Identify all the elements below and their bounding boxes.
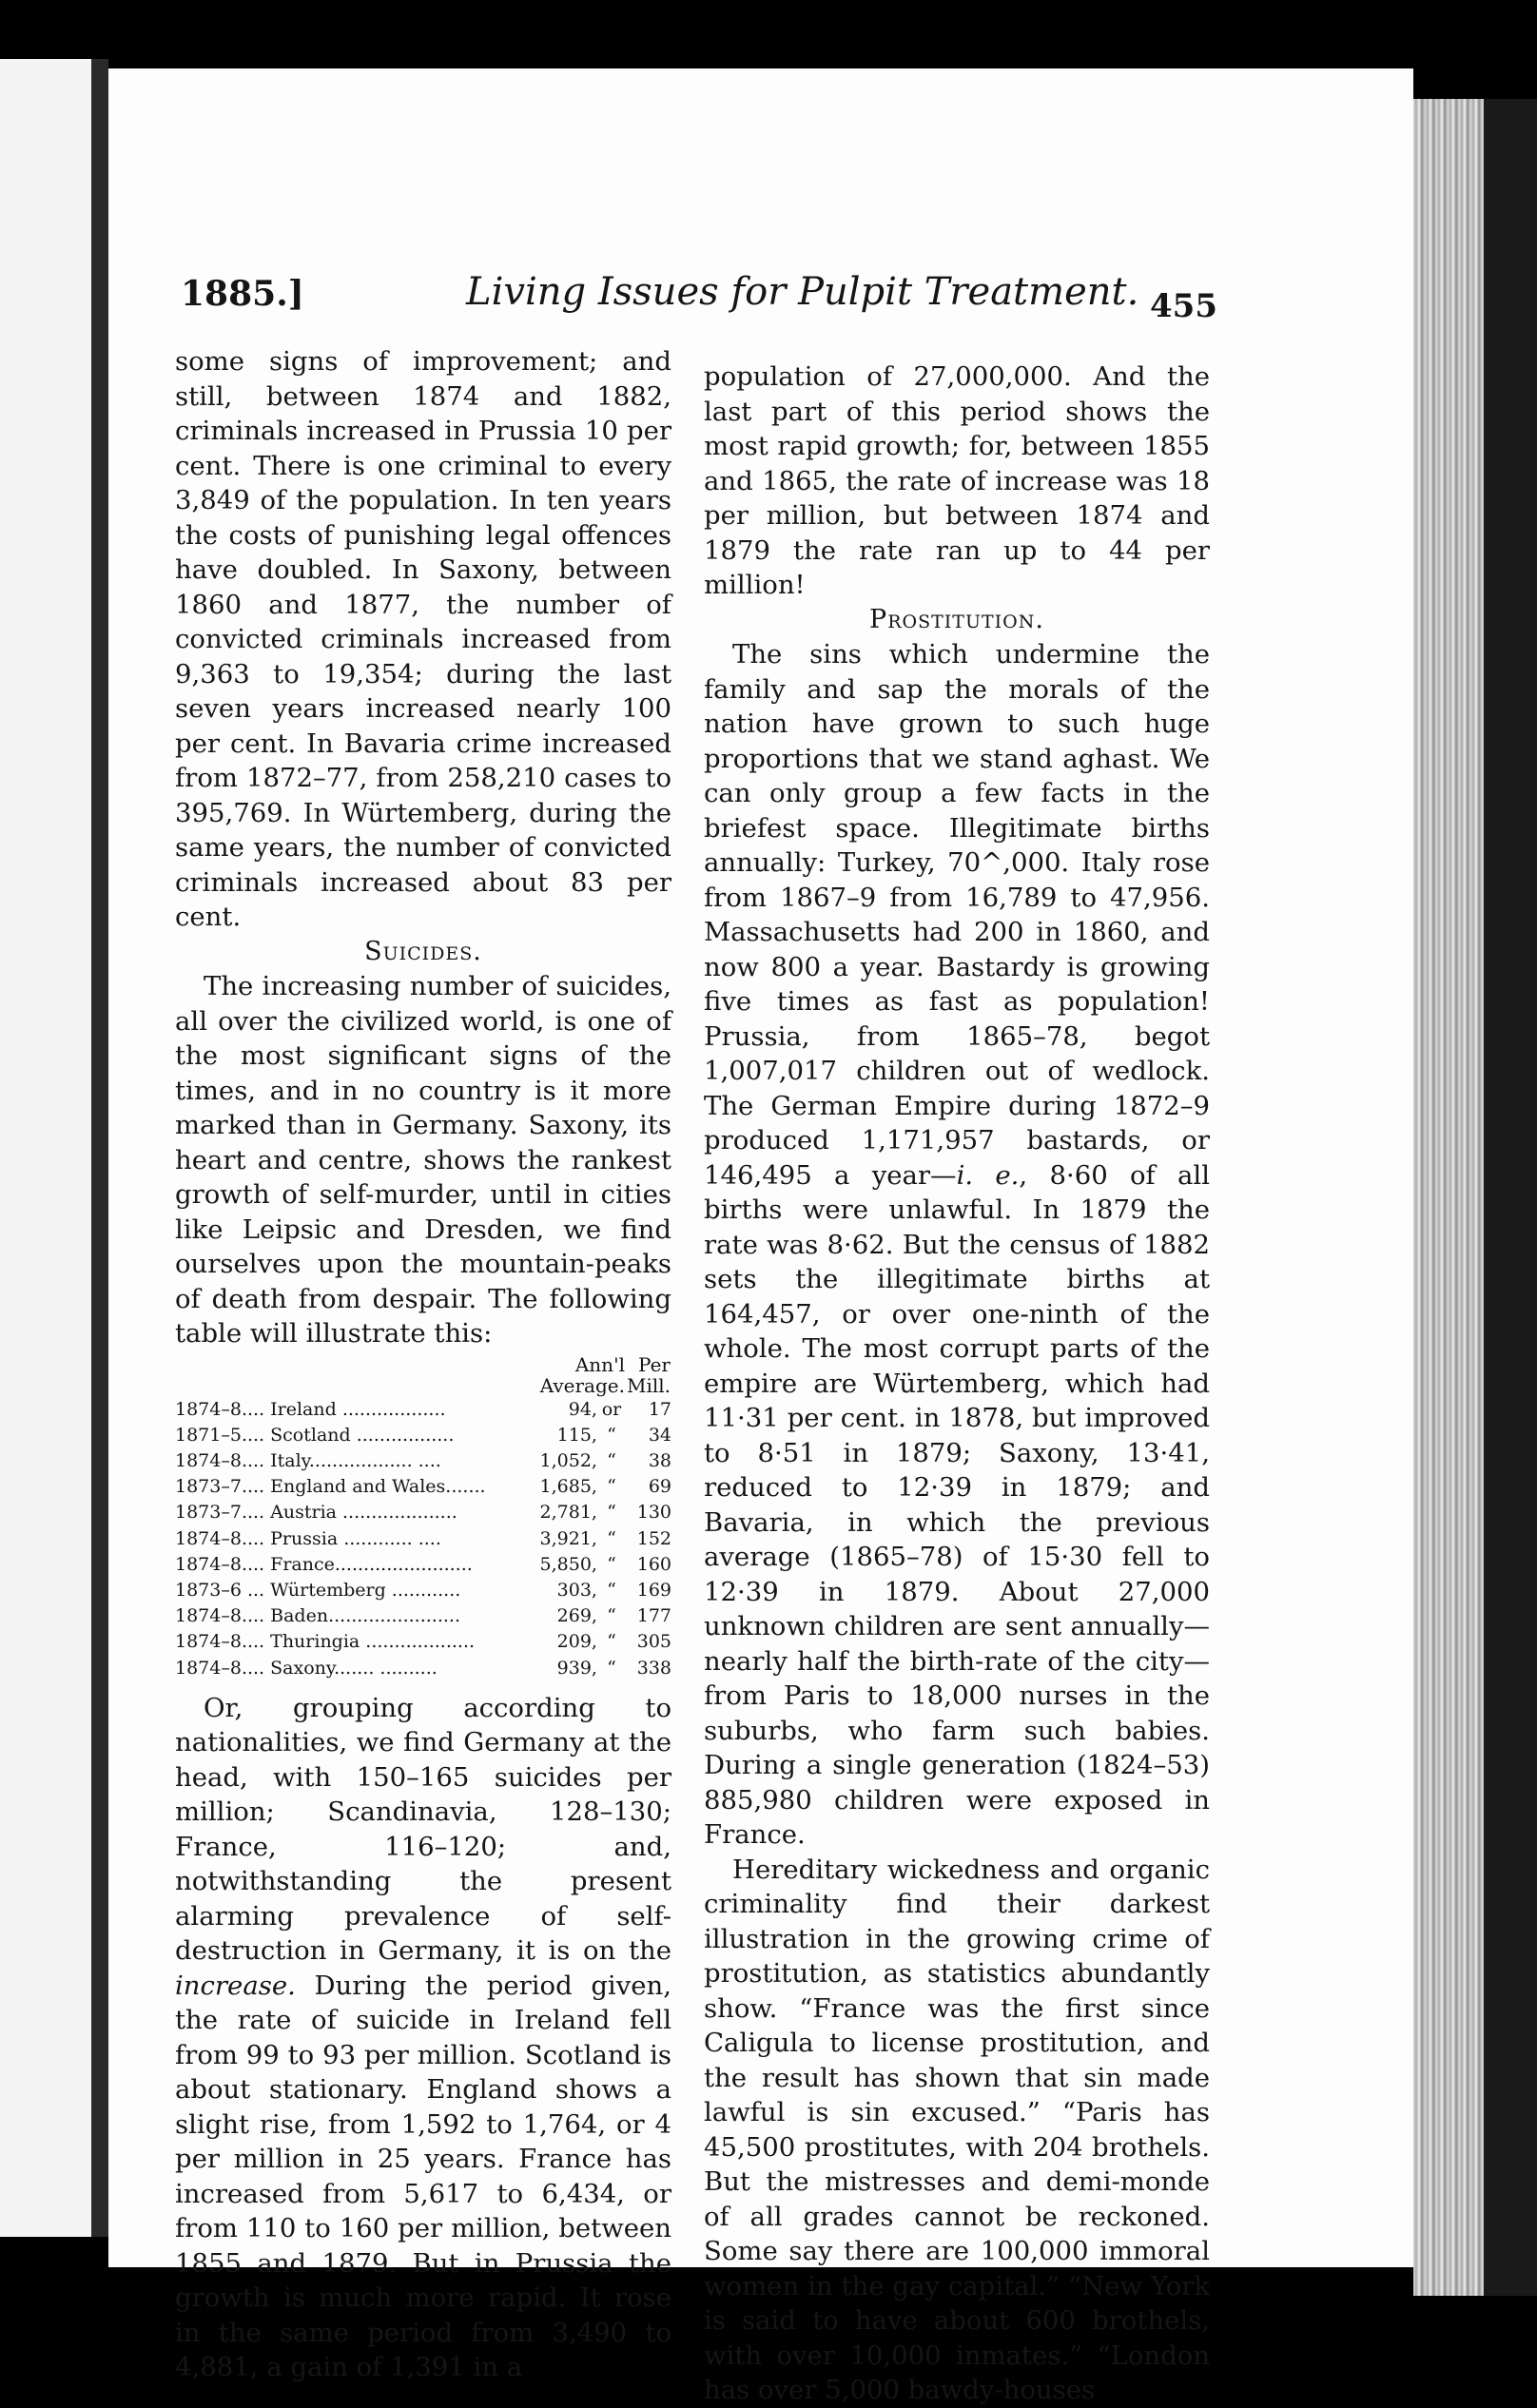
suicide-table-body [175,1397,671,1681]
page-number: 455 [1150,287,1217,325]
row-per-mill: 38 [648,1449,671,1471]
emphasis-increase: increase. [175,1970,296,2001]
table-header-average: Ann'l Average. [539,1352,625,1397]
row-per-mill: 160 [636,1553,671,1575]
row-separator: “ [607,1502,616,1524]
row-per-mill: 305 [636,1631,671,1653]
row-label: 1874–8.... Baden....................... [175,1605,460,1627]
row-per-mill: 338 [636,1657,671,1679]
table-row [175,1423,671,1448]
row-separator: “ [607,1579,616,1601]
facing-page-edge [0,59,103,2237]
table-header-per-mill: Per Mill. [626,1352,671,1397]
row-label: 1874–8.... Ireland .................. [175,1398,446,1420]
row-average: 209, [556,1631,597,1653]
paragraph-nationalities-part1: Or, grouping according to nationalities, we find Germany at the head, with 150–165 suicides per million; Scandinavia, 128–130; France, 116–120; and, notwithstanding the present alarming prevalence of self-destruction in Germany, it is on the [175,1692,671,1967]
book-gutter [91,59,108,2237]
row-average: 269, [556,1605,597,1627]
table-row [175,1656,671,1681]
row-average: 5,850, [539,1553,597,1575]
heading-suicides: Suicides. [364,936,482,966]
table-row [175,1578,671,1603]
table-row [175,1397,671,1423]
paragraph-crime-stats: some signs of improvement; and still, between 1874 and 1882, criminals increased in Prussia 10 per cent. There is one criminal to every 3,849 of the population. In ten years the costs of punishing legal offences have doubled. In Saxony, between 1860 and 1877, the number of convicted criminals increased from 9,363 to 19,354; during the last seven years increased nearly 100 per cent. In Bavaria crime increased from 1872–77, from 258,210 cases to 395,769. In Würtemberg, during the same years, the number of convicted criminals increased about 83 per cent. [175,346,671,932]
row-average: 1,685, [539,1476,597,1498]
row-label: 1874–8.... Thuringia ................... [175,1631,476,1653]
row-average: 115, [556,1424,597,1446]
paragraph-illegitimacy [704,637,1210,1853]
row-label: 1874–8.... Prussia ............ .... [175,1527,441,1549]
row-separator: “ [607,1605,616,1627]
row-separator: or [601,1398,622,1420]
row-label: 1873–6 ... Würtemberg ............ [175,1579,461,1601]
page-stack-shadow [1484,99,1537,2296]
table-row [175,1603,671,1629]
row-separator: “ [607,1449,616,1471]
row-label: 1873–7.... England and Wales....... [175,1476,486,1498]
row-per-mill: 152 [636,1527,671,1549]
header-year: 1885.] [181,274,304,314]
row-per-mill: 177 [636,1605,671,1627]
running-title: Living Issues for Pulpit Treatment. [466,270,1139,314]
table-row [175,1500,671,1525]
row-label: 1874–8.... Saxony....... .......... [175,1657,438,1679]
table-row [175,1474,671,1500]
paragraph-illegitimacy-part2: , 8·60 of all births were unlawful. In 1879 the rate was 8·62. But the census of 1882 sets the illegitimate births at 164,457, or over one-ninth of the whole. The most corrupt parts of the empire are Würtemberg, which had 11·31 per cent. in 1878, but improved to 8·51 in 1879; Saxony, 13·41, reduced to 12·39 in 1879; and Bavaria, in which the previous average (1865–78) of 15·30 fell to 12·39 in 1879. About 27,000 unknown children are sent annually—nearly half the birth-rate of the city—from Paris to 18,000 nurses in the suburbs, who farm such babies. During a single generation (1824–53) 885,980 children were exposed in France. [704,1159,1211,1850]
row-separator: “ [607,1553,616,1575]
row-average: 303, [556,1579,597,1601]
row-label: 1873–7.... Austria .................... [175,1502,457,1524]
row-label: 1871–5.... Scotland ................. [175,1424,455,1446]
row-per-mill: 130 [636,1502,671,1524]
suicide-table [175,1353,671,1681]
table-row [175,1552,671,1578]
row-per-mill: 17 [648,1398,671,1420]
paragraph-nationalities-part2: During the period given, the rate of suicide in Ireland fell from 99 to 93 per million. Scotland is about stationary. England shows a slight rise, from 1,592 to 1,764, or 4 per million in 25 years. France has increased from 5,617 to 6,434, or from 110 to 160 per million, between 1855 and 1879. But in Prussia the growth is much more rapid. It rose in the same period from 3,490 to 4,881, a gain of 1,391 in a [175,1970,671,2383]
table-row [175,1629,671,1655]
row-per-mill: 169 [636,1579,671,1601]
heading-prostitution: Prostitution. [869,604,1044,634]
row-separator: “ [607,1476,616,1498]
row-separator: “ [607,1527,616,1549]
row-label: 1874–8.... Italy.................. .... [175,1449,441,1471]
paragraph-prostitution: Hereditary wickedness and organic criminality find their darkest illustration in the growing crime of prostitution, as statistics abundantly show. “France was the first since Caligula to license prostitution, and the result has shown that sin made lawful is sin excused.” “Paris has 45,500 prostitutes, with 204 brothels. But the mistresses and demi-monde of all grades cannot be reckoned. Some say there are 100,000 immoral women in the gay capital.” “New York is said to have about 600 brothels, with over 10,000 inmates.” “London has over 5,000 bawdy-houses [704,1854,1210,2405]
row-average: 3,921, [539,1527,597,1549]
paragraph-suicides-intro: The increasing number of suicides, all over the civilized world, is one of the most significant signs of the times, and in no country is it more marked than in Germany. Saxony, its heart and centre, shows the rankest growth of self-murder, until in cities like Leipsic and Dresden, we find ourselves upon the mountain-peaks of death from despair. The following table will illustrate this: [175,971,671,1349]
row-average: 2,781, [539,1502,597,1524]
row-per-mill: 34 [648,1424,671,1446]
paragraph-prussia-continuation: population of 27,000,000. And the last part of this period shows the most rapid growth; for, between 1855 and 1865, the rate of increase was 18 per million, but between 1874 and 1879 the rate ran up to 44 per million! [704,361,1210,600]
paragraph-nationalities [175,1691,671,2385]
row-separator: “ [607,1424,616,1446]
row-average: 1,052, [539,1449,597,1471]
row-average: 94, [568,1398,597,1420]
left-column [175,344,671,2385]
right-column [704,359,1210,2408]
row-average: 939, [556,1657,597,1679]
row-separator: “ [607,1657,616,1679]
row-label: 1874–8.... France........................ [175,1553,473,1575]
emphasis-ie: i. e. [956,1159,1020,1191]
paragraph-illegitimacy-part1: The sins which undermine the family and sap the morals of the nation have grown to such huge proportions that we stand aghast. We can only group a few facts in the briefest space. Illegitimate births annually: Turkey, 70^,000. Italy rose from 1867–9 from 16,789 to 47,956. Massachusetts had 200 in 1860, and now 800 a year. Bastardy is growing five times as fast as population! Prussia, from 1865–78, begot 1,007,017 children out of wedlock. The German Empire during 1872–9 produced 1,171,957 bastards, or 146,495 a year— [704,639,1210,1191]
table-row [175,1526,671,1552]
row-separator: “ [607,1631,616,1653]
table-row [175,1448,671,1474]
row-per-mill: 69 [648,1476,671,1498]
running-header [181,270,1217,331]
